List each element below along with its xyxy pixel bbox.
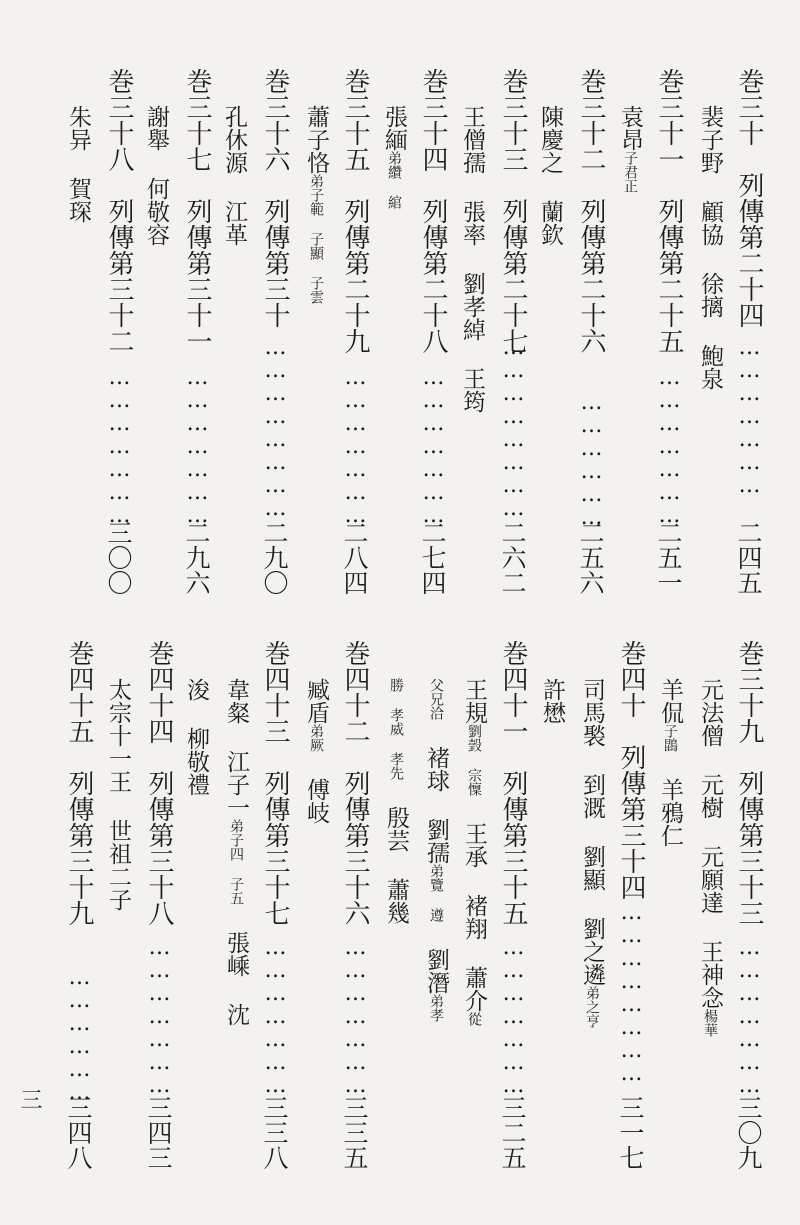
sub-small: 勝 孝威 孝先 xyxy=(388,678,404,780)
lower-entry-5-dots: ………………… xyxy=(147,935,172,1096)
lower-entry-6-head: 巻四十五 列傳第三十九 xyxy=(64,640,94,926)
sub-text: 張緬 xyxy=(381,105,407,151)
sub-text-2: 傅岐 xyxy=(303,752,329,824)
upper-entry-2-page: 二五六 xyxy=(576,520,605,595)
lower-entry-4-dots: ………………… xyxy=(263,935,288,1096)
lower-entry-3-page: 三三五 xyxy=(340,1095,369,1170)
upper-entry-1-sub-0 xyxy=(618,105,641,193)
upper-entry-3-dots: …………………… xyxy=(501,335,526,519)
sub-text: 元法僧 元樹 元願達 王神念 xyxy=(697,678,723,1009)
lower-entry-2-head: 巻四十一 列傳第三十五 xyxy=(498,640,528,926)
upper-entry-5-dots: ………………… xyxy=(343,365,368,526)
sub-text: 袁昂 xyxy=(617,105,643,151)
upper-entry-4-dots: ………………… xyxy=(421,365,446,526)
upper-entry-2-dots: ……………… xyxy=(579,390,604,528)
upper-entry-5-head: 巻三十五 列傳第二十九 xyxy=(340,68,370,354)
upper-entry-6-head: 巻三十六 列傳第三十 xyxy=(260,68,290,328)
sub-text-2: 王承 褚翔 蕭介 xyxy=(461,796,487,1012)
upper-entry-4-sub-0 xyxy=(382,105,405,209)
upper-entry-7-page: 二九六 xyxy=(182,520,211,595)
lower-entry-4-head: 巻四十三 列傳第三十七 xyxy=(260,640,290,926)
sub-small: 楊華 xyxy=(702,1009,718,1037)
upper-entry-0-sub-0: 裴子野 顧協 徐摛 鮑泉 xyxy=(697,105,723,390)
sub-text: 臧盾 xyxy=(303,678,329,724)
upper-entry-8-head: 巻三十八 列傳第三十二 xyxy=(104,68,134,354)
lower-entry-2-sub-0 xyxy=(462,678,485,1026)
lower-entry-3-head: 巻四十二 列傳第三十六 xyxy=(340,640,370,926)
sub-small-3: 弟孝 xyxy=(428,994,444,1022)
sub-text: 蕭子恪 xyxy=(303,105,329,174)
lower-entry-3-dots: ………………… xyxy=(343,935,368,1096)
sub-text-2: 羊鴉仁 xyxy=(657,752,683,847)
lower-entry-2-sub-2 xyxy=(384,678,407,924)
sub-small: 子鵾 xyxy=(662,724,678,752)
lower-entry-6-dots: ……………… xyxy=(67,965,92,1103)
sub-text-2: 褚球 劉孺 xyxy=(423,720,449,864)
upper-entry-3-page: 二六二 xyxy=(498,520,527,595)
lower-entry-1-sub-1: 許懋 xyxy=(539,678,565,724)
sub-small: 弟子四 子五 xyxy=(228,819,244,905)
sub-text: 羊侃 xyxy=(657,678,683,724)
sub-text: 司馬褧 到溉 劉顯 劉之遴 xyxy=(579,678,605,986)
lower-entry-1-page: 三一七 xyxy=(616,1095,645,1170)
lower-entry-1-dots: …………………… xyxy=(619,900,644,1084)
lower-entry-6-sub-0: 太宗十一王 世祖二子 xyxy=(105,678,131,911)
upper-entry-4-head: 巻三十四 列傳第二十八 xyxy=(418,68,448,354)
upper-entry-6-page: 二九〇 xyxy=(260,520,289,595)
upper-entry-2-head: 巻三十二 列傳第二十六 xyxy=(576,68,606,354)
sub-small: 劉瑴 宗懍 xyxy=(466,724,482,796)
lower-entry-3-sub-0 xyxy=(304,678,327,824)
upper-entry-0-dots: ………………… xyxy=(737,335,762,496)
sub-text-2: 張嵊 沈 xyxy=(223,905,249,1026)
lower-entry-0-page: 三〇九 xyxy=(734,1095,763,1170)
upper-entry-5-sub-0 xyxy=(304,105,327,304)
lower-entry-0-sub-0 xyxy=(698,678,721,1037)
sub-small: 子君正 xyxy=(622,151,638,193)
sub-small: 弟纘 綰 xyxy=(386,151,402,209)
lower-entry-5-head: 巻四十四 列傳第三十八 xyxy=(144,640,174,926)
lower-entry-4-sub-0 xyxy=(224,678,247,1026)
sub-small: 弟之亨 xyxy=(584,986,600,1028)
lower-entry-0-dots: ………………… xyxy=(737,935,762,1096)
upper-entry-2-sub-0: 陳慶之 蘭欽 xyxy=(537,105,563,246)
upper-entry-3-head: 巻三十三 列傳第二十七 xyxy=(498,68,528,354)
lower-entry-6-page: 三四八 xyxy=(64,1095,93,1170)
upper-entry-7-head: 巻三十七 列傳第三十一 xyxy=(182,68,212,354)
upper-entry-8-page: 三〇〇 xyxy=(104,520,133,595)
sub-text-2: 殷芸 蕭幾 xyxy=(383,780,409,924)
upper-entry-6-sub-0: 孔休源 江革 xyxy=(221,105,247,246)
sub-small: 父兄洽 xyxy=(428,678,444,720)
sub-text: 韋粲 江子一 xyxy=(223,678,249,819)
lower-entry-4-sub-1: 浚 柳敬禮 xyxy=(183,678,209,796)
upper-entry-0-head: 巻三十 列傳第二十四 xyxy=(734,68,764,328)
upper-entry-8-dots: ………………… xyxy=(107,365,132,526)
sub-small-2: 從 xyxy=(466,1012,482,1026)
upper-entry-7-sub-0: 謝舉 何敬容 xyxy=(143,105,169,246)
upper-entry-5-page: 二八四 xyxy=(340,520,369,595)
upper-entry-1-page: 二五一 xyxy=(654,520,683,595)
sub-small: 弟厥 xyxy=(308,724,324,752)
lower-entry-0-head: 巻三十九 列傳第三十三 xyxy=(734,640,764,926)
upper-entry-4-page: 二七四 xyxy=(418,520,447,595)
lower-entry-2-sub-1 xyxy=(424,678,447,1022)
upper-entry-8-sub-0: 朱异 賀琛 xyxy=(65,105,91,223)
sub-small-2: 弟覽 遵 xyxy=(428,864,444,922)
upper-entry-7-dots: ………………… xyxy=(185,365,210,526)
sub-small: 弟子範 子顯 子雲 xyxy=(308,174,324,304)
upper-entry-3-sub-0: 王僧孺 張率 劉孝綽 王筠 xyxy=(459,105,485,413)
upper-entry-6-dots: …………………… xyxy=(263,335,288,519)
upper-entry-0-page: 二四五 xyxy=(734,520,763,595)
upper-entry-1-dots: ………………… xyxy=(657,365,682,526)
lower-entry-0-sub-1 xyxy=(658,678,681,847)
lower-entry-5-page: 三四三 xyxy=(144,1095,173,1170)
lower-entry-1-head: 巻四十 列傳第三十四 xyxy=(616,640,646,900)
upper-entry-1-head: 巻三十一 列傳第二十五 xyxy=(654,68,684,354)
lower-entry-4-page: 三三八 xyxy=(260,1095,289,1170)
sub-text: 王規 xyxy=(461,678,487,724)
page-folio: 三 xyxy=(17,1088,42,1110)
lower-entry-2-page: 三二五 xyxy=(498,1095,527,1170)
lower-entry-1-sub-0 xyxy=(580,678,603,1028)
sub-text-3: 劉潛 xyxy=(423,922,449,994)
lower-entry-2-dots: ………………… xyxy=(501,935,526,1096)
